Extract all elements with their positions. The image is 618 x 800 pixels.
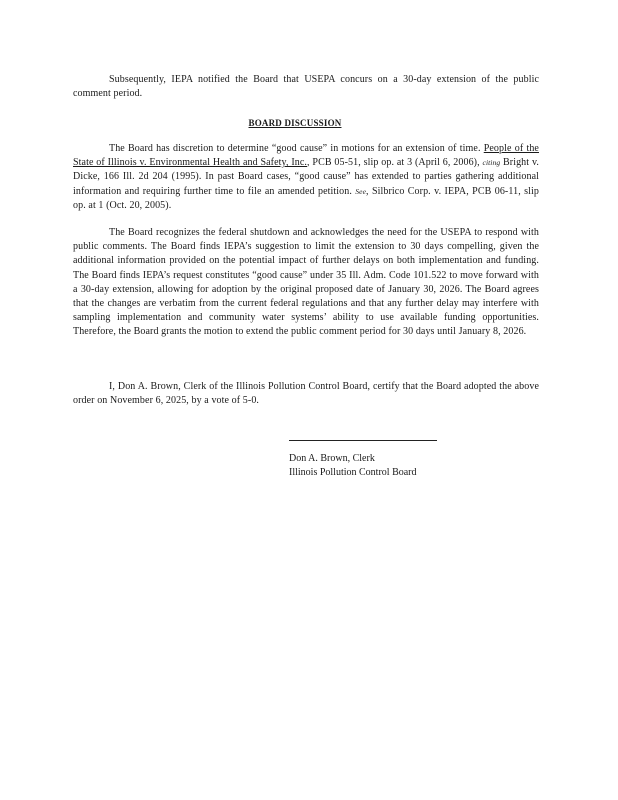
good-cause-text-1: The Board has discretion to determine “good cause” in motions for an extension of time. (109, 143, 481, 154)
signature-name: Don A. Brown, Clerk (289, 453, 375, 464)
see-signal: See (355, 186, 367, 196)
paragraph-good-cause (73, 142, 539, 213)
citing-signal: citing (482, 158, 501, 168)
paragraph-extension-notice (73, 73, 539, 101)
clerk-certification-text: I, Don A. Brown, Clerk of the Illinois Pollution Control Board, certify that the Board adopted the above order on November 6, 2025, by a vote of 5-0. (73, 381, 539, 407)
signature-line (289, 440, 437, 441)
paragraph-board-findings (73, 226, 539, 340)
signature-organization: Illinois Pollution Control Board (289, 467, 417, 478)
case-citation-people-v-ehs: People of the State of Illinois v. Environmental Health and Safety, Inc. (73, 143, 539, 169)
paragraph-extension-notice-text: Subsequently, IEPA notified the Board that USEPA concurs on a 30-day extension of the public comment period. (73, 74, 539, 100)
paragraph-clerk-certification (73, 380, 539, 408)
board-findings-text: The Board recognizes the federal shutdown and acknowledges the need for the USEPA to respond with public comments. The Board finds IEPA’s suggestion to limit the extension to 30 days compelling, given the additional information provided on the potential impact of further delays on both implementation and funding. The Board finds IEPA’s request constitutes “good cause” under 35 Ill. Adm. Code 101.522 to move forward with a 30-day extension, allowing for adoption by the original proposed date of January 30, 2026. The Board agrees that the changes are verbatim from the current federal regulations and that any further delay may interfere with sampling implementation and community water systems’ ability to use available funding opportunities. Therefore, the Board grants the motion to extend the public comment period for 30 days until January 8, 2026. (73, 227, 539, 338)
good-cause-text-3: Bright v. Dicke, 166 Ill. 2d 204 (1995). In past Board cases, “good cause” has extended to parties gathering additional information and requiring further time to file an amended petition. (73, 157, 539, 197)
good-cause-text-2: , PCB 05-51, slip op. at 3 (April 6, 2006), (307, 157, 480, 169)
good-cause-text-4: , Silbrico Corp. v. IEPA, PCB 06-11, slip op. at 1 (Oct. 20, 2005). (73, 185, 539, 211)
section-heading-text: BOARD DISCUSSION (248, 118, 342, 128)
section-heading (0, 118, 618, 128)
